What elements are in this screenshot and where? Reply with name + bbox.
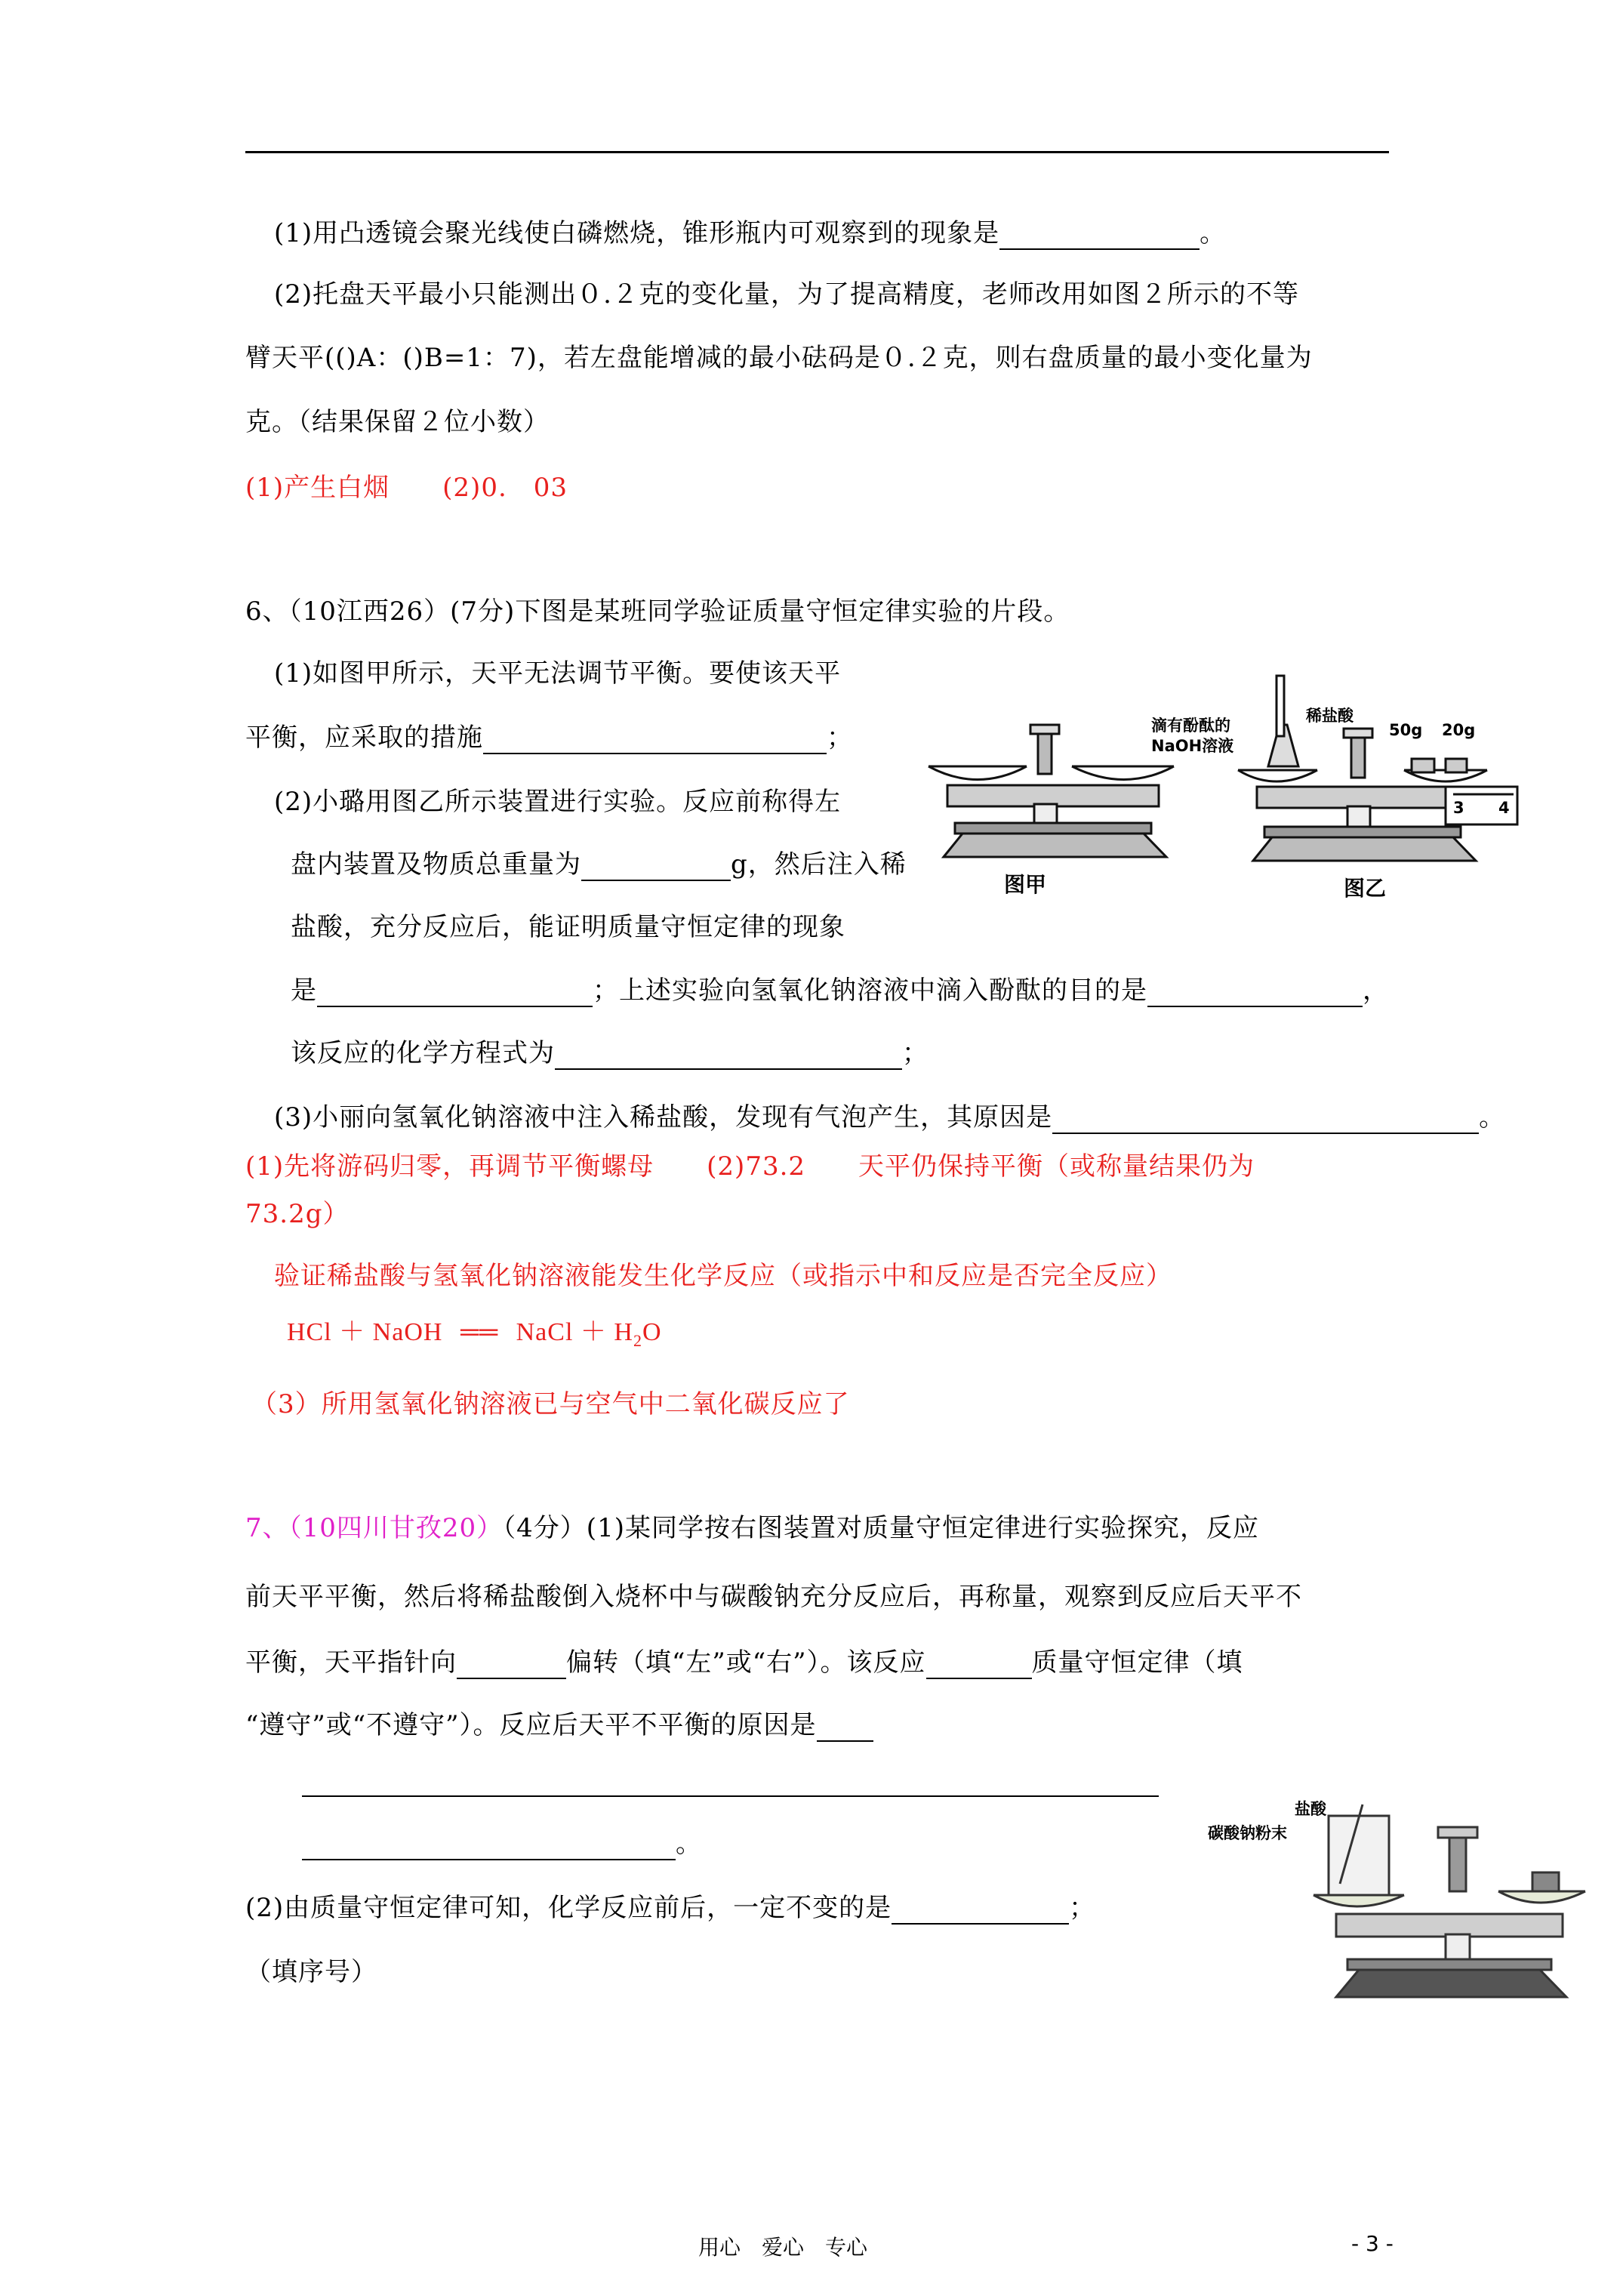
q6-p2 [245,721,853,754]
q7-figure [1208,1797,1608,2016]
q7-line3-text: 平衡，天平指针向 [245,1647,457,1678]
q6-p6-mid: ；上述实验向氢氧化钠溶液中滴入酚酞的目的是 [593,975,1147,1006]
q5-line1 [274,217,1226,250]
q7-blank-reason-line2[interactable] [302,1833,676,1860]
q7-line3-end: 质量守恒定律（填 [1031,1647,1243,1678]
q6-p8-text: (3)小丽向氢氧化钠溶液中注入稀盐酸，发现有气泡产生，其原因是 [274,1102,1053,1133]
q6-p7-text: 该反应的化学方程式为 [291,1038,555,1068]
q7-line8: （填序号） [245,1957,377,1987]
q6-p6-end: ， [1363,975,1389,1006]
q7-header-num: 7、（10四川甘孜20） [245,1513,504,1543]
q7-line1 [245,1512,1259,1545]
fig-weight-50g: 50g [1389,721,1423,739]
q7-line3 [245,1646,1243,1679]
q7-blank-obey[interactable] [926,1652,1032,1679]
q5-line1-text: (1)用凸透镜会聚光线使白磷燃烧，锥形瓶内可观察到的现象是 [274,218,1000,248]
q6-p1: (1)如图甲所示，天平无法调节平衡。要使该天平 [274,658,842,689]
q7-line7-end: ； [1069,1893,1096,1923]
q7-line2: 前天平平衡，然后将稀盐酸倒入烧杯中与碳酸钠充分反应后，再称量，观察到反应后天平不 [245,1582,1302,1612]
q7-fig-annot-na2co3: 碳酸钠粉末 [1208,1824,1287,1842]
q7-line7-text: (2)由质量守恒定律可知，化学反应前后，一定不变的是 [245,1893,892,1923]
balance-left [929,725,1174,857]
fig-scale-4: 4 [1498,799,1510,817]
q6-p4-end: g，然后注入稀 [731,849,907,880]
footer-motto: 用心 爱心 专心 [698,2235,868,2260]
q7-line7 [245,1891,1095,1925]
q6-p7 [291,1037,929,1070]
fig-label-jia: 图甲 [1004,872,1047,897]
q6-eq-tail: O [642,1318,662,1346]
q7-blank-reason-start[interactable] [817,1715,873,1742]
q7-line1-text: （4分）(1)某同学按右图装置对质量守恒定律进行实验探究，反应 [503,1513,1259,1543]
q6-answer-4: （3）所用氢氧化钠溶液已与空气中二氧化碳反应了 [251,1389,850,1419]
q6-p8 [274,1101,1505,1134]
q6-blank-measure[interactable] [483,727,827,754]
fig-label-yi: 图乙 [1344,876,1387,901]
q6-equation [287,1316,662,1358]
q6-answer-1: (1)先将游码归零，再调节平衡螺母 (2)73.2 天平仍保持平衡（或称量结果仍为 [245,1151,1255,1182]
q6-p6-text: 是 [291,975,317,1006]
q6-p2-text: 平衡，应采取的措施 [245,723,483,753]
fig-annot-hcl: 稀盐酸 [1306,707,1354,725]
q6-p5: 盐酸，充分反应后，能证明质量守恒定律的现象 [291,912,845,942]
q7-line4-text: “遵守”或“不遵守”）。反应后天平不平衡的原因是 [245,1710,817,1740]
q5-answer: (1)产生白烟 (2)0. 03 [245,473,568,503]
q6-blank-phenomenon[interactable] [317,980,593,1007]
q6-eq-sign: ══ [460,1318,499,1346]
q6-eq-lhs: HCl ＋ NaOH [287,1318,443,1346]
q6-p8-end: 。 [1479,1102,1506,1133]
fig-annot-naoh: NaOH溶液 [1151,737,1234,755]
q6-p4-text: 盘内装置及物质总重量为 [291,849,581,880]
q5-line3: 臂天平(()A：()B=1：7)，若左盘能增减的最小砝码是０.２克，则右盘质量的最小变化量为 [245,343,1313,373]
fig-annot-phenolphthalein: 滴有酚酞的 [1151,717,1230,735]
q5-line4: 克。（结果保留２位小数） [245,407,550,437]
page-number: - 3 - [1351,2231,1394,2256]
q6-figure [925,642,1525,917]
fig-weight-20g: 20g [1442,721,1476,739]
q7-blank-reason-line1[interactable] [302,1795,1159,1797]
q6-eq-subscript: 2 [633,1330,642,1350]
q6-blank-purpose[interactable] [1147,980,1363,1007]
q6-answer-2: 73.2g） [245,1199,350,1229]
balance-right [1238,676,1517,861]
q6-p7-end: ； [902,1038,929,1068]
q6-p6 [291,974,1389,1007]
q7-line3-mid: 偏转（填“左”或“右”）。该反应 [566,1647,926,1678]
q6-blank-weight[interactable] [581,854,731,881]
q7-blank-direction[interactable] [457,1652,566,1679]
q5-line1-end: 。 [1200,218,1227,248]
q6-p4 [291,848,907,881]
q6-answer-3: 验证稀盐酸与氢氧化钠溶液能发生化学反应（或指示中和反应是否完全反应） [274,1261,1172,1291]
q6-blank-reason[interactable] [1052,1107,1479,1134]
q6-eq-rhs: NaCl ＋ H [516,1318,633,1346]
q5-blank-1[interactable] [999,223,1200,250]
q6-blank-equation[interactable] [555,1043,902,1070]
q5-line2: (2)托盘天平最小只能测出０.２克的变化量，为了提高精度，老师改用如图２所示的不等 [274,279,1299,310]
header-rule [245,151,1389,153]
q7-blank-unchanged[interactable] [892,1897,1069,1925]
q7-line4 [245,1709,873,1742]
q6-header: 6、（10江西26）(7分)下图是某班同学验证质量守恒定律实验的片段。 [245,596,1070,627]
q6-p2-end: ； [827,723,853,753]
q7-fig-annot-hcl: 盐酸 [1295,1800,1326,1818]
q7-line6-end: 。 [676,1829,702,1859]
q7-line6 [302,1827,702,1860]
q6-p3: (2)小璐用图乙所示装置进行实验。反应前称得左 [274,787,842,817]
fig-scale-3: 3 [1453,799,1464,817]
